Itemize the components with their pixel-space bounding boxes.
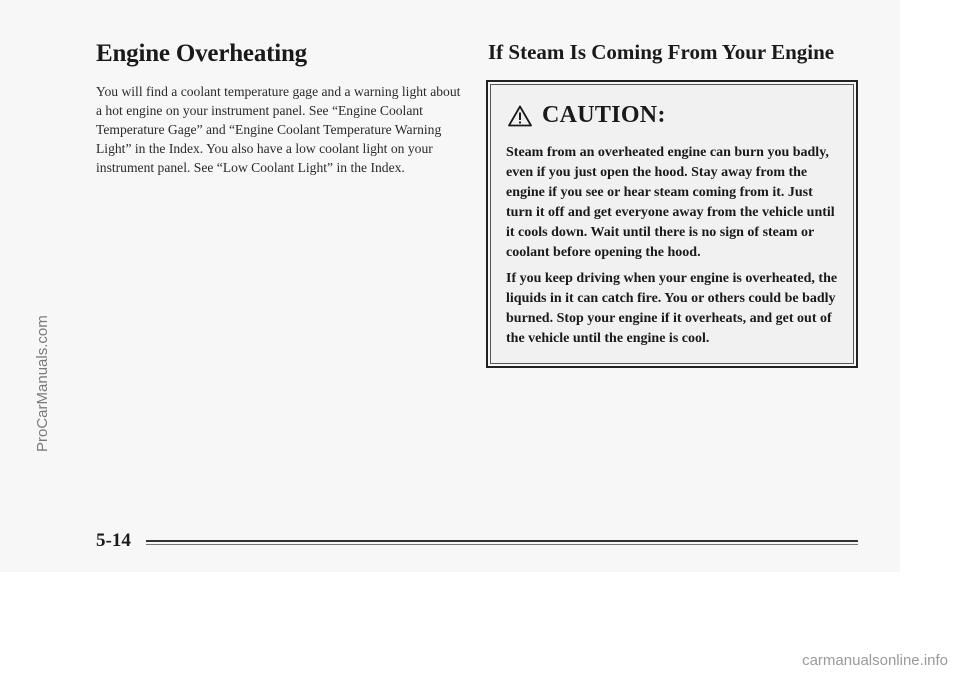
warning-triangle-icon xyxy=(508,105,532,127)
footer-rule xyxy=(146,540,858,545)
steam-section xyxy=(488,40,873,346)
caution-title-row xyxy=(508,102,842,129)
caution-paragraph-1: Steam from an overheated engine can burn you badly, even if you just open the hood. Stay away from the engine if you see or hear steam coming from it. Just turn it off and get everyone away from the vehicle until it cools down. Wait until there is no sign of steam or coolant before opening the hood. xyxy=(506,145,835,260)
engine-overheating-section xyxy=(96,40,461,177)
site-watermark: carmanualsonline.info xyxy=(802,652,948,669)
caution-paragraph-2: If you keep driving when your engine is overheated, the liquids in it can catch fire. You or others could be badly burned. Stop your engine if it overheats, and get out of the vehicle until the engine is cool. xyxy=(506,271,838,346)
steam-heading: If Steam Is Coming From Your Engine xyxy=(488,40,835,64)
caution-box xyxy=(486,80,858,368)
caution-title: CAUTION: xyxy=(542,102,666,128)
side-watermark: ProCarManuals.com xyxy=(34,315,51,452)
page-number: 5-14 xyxy=(96,530,131,551)
section-heading: Engine Overheating xyxy=(96,40,307,67)
section-body-text: You will find a coolant temperature gage and a warning light about a hot engine on your instrument panel. See “Engine Coolant Temperature Gage” and “Engine Coolant Temperature Warning Light” in the Index. You also have a low coolant light on your instrument panel. See “Low Coolant Light” in the Index. xyxy=(96,84,461,175)
